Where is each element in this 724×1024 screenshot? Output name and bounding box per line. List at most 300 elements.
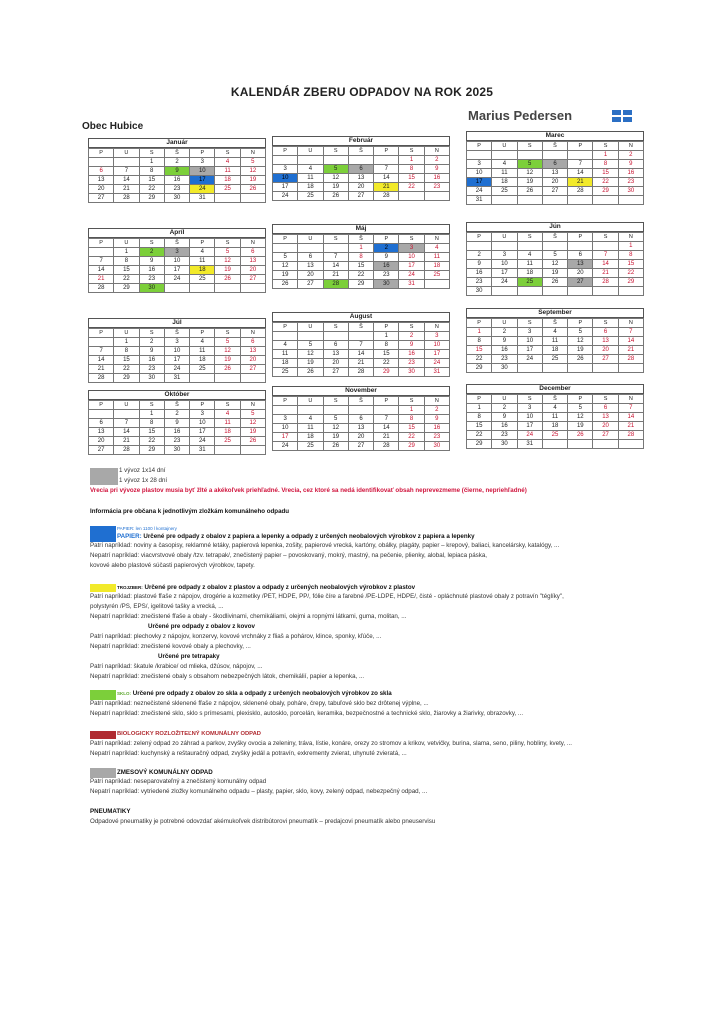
day-cell: 7: [619, 404, 644, 413]
month-name: Apríl: [88, 228, 266, 238]
day-cell: 9: [165, 167, 190, 176]
day-cell: 15: [374, 350, 399, 359]
day-cell: 13: [241, 347, 266, 356]
bio-no: Nepatrí napríklad: kuchynský a reštauračný odpad, zvyšky jedál a potravín, exkrementy zvierat, uhynuté zvieratá, ...: [90, 750, 407, 757]
day-cell: 10: [165, 347, 190, 356]
day-cell: 29: [619, 278, 644, 287]
day-cell: 4: [190, 248, 215, 257]
empty-cell: [425, 192, 450, 201]
plastic-yes-2: polystyrén /PS, EPS/, igelitové tašky a vrecká, ...: [90, 603, 224, 610]
mixed-swatch: [90, 768, 116, 778]
empty-cell: [241, 446, 266, 455]
day-cell: 15: [114, 266, 139, 275]
day-cell: 3: [399, 244, 424, 253]
day-cell: 17: [190, 176, 215, 185]
empty-cell: [399, 192, 424, 201]
day-cell: 10: [190, 419, 215, 428]
day-cell: 8: [593, 160, 618, 169]
day-cell: 9: [492, 413, 517, 422]
legend-gray-28: 1 vývoz 1x 28 dní: [119, 477, 168, 484]
day-cell: 31: [518, 440, 543, 449]
tires-title: PNEUMATIKY: [90, 808, 131, 815]
day-cell: 13: [89, 176, 114, 185]
day-cell: 3: [467, 160, 492, 169]
day-cell: 24: [165, 365, 190, 374]
day-cell: 10: [399, 253, 424, 262]
month-grid: [272, 322, 450, 377]
empty-cell: [619, 364, 644, 373]
day-cell: 8: [619, 251, 644, 260]
day-cell: 1: [114, 248, 139, 257]
day-cell: 10: [273, 174, 298, 183]
month-name: September: [466, 308, 644, 318]
day-header: S: [518, 142, 543, 151]
day-cell: 26: [215, 365, 240, 374]
day-cell: 2: [425, 156, 450, 165]
day-cell: 6: [543, 160, 568, 169]
day-header: S: [324, 147, 349, 156]
day-cell: 14: [89, 266, 114, 275]
day-header: Š: [543, 319, 568, 328]
day-cell: 14: [593, 260, 618, 269]
month-grid: [466, 318, 644, 373]
day-cell: 12: [273, 262, 298, 271]
month-grid: [88, 328, 266, 383]
day-cell: 4: [215, 410, 240, 419]
day-cell: 1: [467, 404, 492, 413]
day-cell: 23: [425, 433, 450, 442]
empty-cell: [518, 151, 543, 160]
empty-cell: [114, 410, 139, 419]
day-cell: 12: [241, 167, 266, 176]
day-header: S: [324, 397, 349, 406]
month-name: Február: [272, 136, 450, 146]
day-cell: 24: [518, 431, 543, 440]
day-header: Š: [165, 329, 190, 338]
month-11: [466, 384, 644, 449]
day-cell: 18: [518, 269, 543, 278]
month-4: [272, 224, 450, 289]
day-cell: 14: [349, 350, 374, 359]
day-cell: 23: [374, 271, 399, 280]
day-header: N: [425, 323, 450, 332]
day-header: P: [89, 239, 114, 248]
empty-cell: [543, 151, 568, 160]
empty-cell: [568, 364, 593, 373]
day-cell: 17: [165, 356, 190, 365]
day-cell: 25: [190, 365, 215, 374]
day-cell: 19: [241, 428, 266, 437]
day-cell: 23: [425, 183, 450, 192]
day-header: P: [467, 319, 492, 328]
day-cell: 17: [425, 350, 450, 359]
day-header: P: [568, 319, 593, 328]
day-cell: 4: [518, 251, 543, 260]
day-cell: 3: [425, 332, 450, 341]
day-cell: 26: [543, 278, 568, 287]
empty-cell: [619, 196, 644, 205]
day-cell: 28: [89, 374, 114, 383]
tetra-no: Nepatrí napríklad: znečistené obaly s obsahom nebezpečných látok, chemikálií, papier a lepenka, ...: [90, 673, 365, 680]
day-cell: 28: [374, 442, 399, 451]
empty-cell: [467, 151, 492, 160]
day-cell: 15: [619, 260, 644, 269]
glass-no: Nepatrí napríklad: znečistené sklo, sklo s prímesami, plexisklo, autosklo, porcelán, keramika, bezpečnostné a technické sklo, žiarovky a žiarivky, obrazovky, ...: [90, 710, 524, 717]
day-header: S: [140, 149, 165, 158]
day-header: S: [593, 142, 618, 151]
day-cell: 15: [140, 176, 165, 185]
day-cell: 2: [140, 338, 165, 347]
day-cell: 16: [165, 176, 190, 185]
day-header: U: [492, 319, 517, 328]
day-cell: 5: [324, 165, 349, 174]
day-header: N: [619, 395, 644, 404]
day-cell: 24: [190, 437, 215, 446]
day-header: Š: [165, 239, 190, 248]
day-cell: 5: [215, 338, 240, 347]
day-cell: 19: [241, 176, 266, 185]
empty-cell: [619, 440, 644, 449]
day-cell: 16: [399, 350, 424, 359]
day-cell: 30: [492, 364, 517, 373]
month-9: [88, 390, 266, 455]
bio-swatch: [90, 731, 116, 739]
day-cell: 26: [215, 275, 240, 284]
day-cell: 13: [568, 260, 593, 269]
day-cell: 10: [467, 169, 492, 178]
empty-cell: [89, 410, 114, 419]
day-cell: 31: [425, 368, 450, 377]
day-header: P: [467, 142, 492, 151]
day-cell: 25: [215, 437, 240, 446]
day-cell: 12: [543, 260, 568, 269]
day-cell: 10: [425, 341, 450, 350]
month-grid: [272, 234, 450, 289]
day-cell: 3: [190, 410, 215, 419]
day-cell: 19: [568, 422, 593, 431]
day-cell: 26: [518, 187, 543, 196]
day-cell: 19: [324, 183, 349, 192]
day-cell: 28: [374, 192, 399, 201]
empty-cell: [89, 338, 114, 347]
day-cell: 6: [298, 253, 323, 262]
day-cell: 4: [543, 404, 568, 413]
day-cell: 14: [568, 169, 593, 178]
day-cell: 7: [89, 257, 114, 266]
day-cell: 4: [298, 415, 323, 424]
day-header: N: [619, 319, 644, 328]
day-cell: 17: [190, 428, 215, 437]
month-name: Jún: [466, 222, 644, 232]
day-cell: 22: [593, 178, 618, 187]
day-cell: 7: [114, 167, 139, 176]
day-cell: 14: [619, 337, 644, 346]
day-cell: 6: [89, 167, 114, 176]
day-cell: 30: [425, 442, 450, 451]
day-header: N: [619, 142, 644, 151]
month-grid: [466, 394, 644, 449]
day-cell: 13: [324, 350, 349, 359]
empty-cell: [568, 151, 593, 160]
month-grid: [88, 148, 266, 203]
day-cell: 30: [619, 187, 644, 196]
month-grid: [88, 400, 266, 455]
day-cell: 20: [543, 178, 568, 187]
day-cell: 27: [593, 355, 618, 364]
empty-cell: [190, 284, 215, 293]
paper-swatch: [90, 526, 116, 542]
day-cell: 12: [298, 350, 323, 359]
day-header: U: [114, 239, 139, 248]
day-header: S: [140, 401, 165, 410]
day-header: P: [568, 142, 593, 151]
day-cell: 10: [518, 337, 543, 346]
day-header: S: [215, 149, 240, 158]
day-cell: 7: [593, 251, 618, 260]
day-cell: 19: [543, 269, 568, 278]
day-cell: 1: [619, 242, 644, 251]
day-cell: 5: [273, 253, 298, 262]
empty-cell: [543, 364, 568, 373]
mixed-no: Nepatrí napríklad: vytriedené zložky komunálneho odpadu – plasty, papier, sklo, kovy, zelený odpad, nebezpečný odpad, ...: [90, 788, 428, 795]
day-header: S: [593, 233, 618, 242]
day-cell: 16: [165, 428, 190, 437]
day-cell: 27: [89, 446, 114, 455]
day-cell: 7: [374, 415, 399, 424]
day-cell: 29: [399, 442, 424, 451]
day-cell: 28: [568, 187, 593, 196]
month-6: [88, 318, 266, 383]
day-cell: 20: [241, 266, 266, 275]
day-cell: 17: [273, 183, 298, 192]
day-cell: 27: [241, 275, 266, 284]
day-cell: 6: [89, 419, 114, 428]
day-header: N: [241, 239, 266, 248]
day-cell: 11: [215, 167, 240, 176]
empty-cell: [593, 196, 618, 205]
day-cell: 22: [140, 185, 165, 194]
day-cell: 20: [593, 346, 618, 355]
day-cell: 22: [467, 355, 492, 364]
day-cell: 20: [349, 183, 374, 192]
day-cell: 12: [215, 347, 240, 356]
empty-cell: [543, 196, 568, 205]
day-cell: 2: [165, 158, 190, 167]
day-cell: 27: [89, 194, 114, 203]
day-cell: 9: [374, 253, 399, 262]
day-cell: 22: [374, 359, 399, 368]
bio-yes: Patrí napríklad: zelený odpad zo záhrad a parkov, zvyšky ovocia a zeleniny, tráva, lístie, konáre, orezy zo stromov a krikov, vetvičky, burina, slama, seno, piliny, hobliny, kvety, ...: [90, 740, 573, 747]
month-grid: [466, 232, 644, 296]
month-name: December: [466, 384, 644, 394]
day-cell: 27: [593, 431, 618, 440]
day-cell: 20: [89, 437, 114, 446]
day-cell: 21: [114, 437, 139, 446]
day-cell: 19: [568, 346, 593, 355]
day-header: S: [215, 329, 240, 338]
day-cell: 6: [593, 328, 618, 337]
day-cell: 8: [140, 419, 165, 428]
day-cell: 12: [324, 174, 349, 183]
empty-cell: [619, 287, 644, 296]
day-cell: 14: [324, 262, 349, 271]
day-header: P: [89, 329, 114, 338]
day-cell: 27: [324, 368, 349, 377]
day-cell: 7: [89, 347, 114, 356]
day-cell: 31: [165, 374, 190, 383]
day-cell: 2: [492, 404, 517, 413]
day-cell: 4: [190, 338, 215, 347]
day-header: P: [467, 395, 492, 404]
day-header: P: [568, 233, 593, 242]
day-header: Š: [543, 233, 568, 242]
day-cell: 17: [492, 269, 517, 278]
day-cell: 18: [425, 262, 450, 271]
day-cell: 9: [425, 165, 450, 174]
day-cell: 30: [165, 446, 190, 455]
empty-cell: [518, 287, 543, 296]
day-header: P: [190, 401, 215, 410]
day-cell: 3: [518, 404, 543, 413]
day-cell: 29: [374, 368, 399, 377]
empty-cell: [593, 287, 618, 296]
day-cell: 27: [568, 278, 593, 287]
day-header: S: [518, 319, 543, 328]
day-header: S: [140, 239, 165, 248]
day-cell: 13: [593, 337, 618, 346]
day-header: P: [273, 397, 298, 406]
day-cell: 15: [467, 422, 492, 431]
day-cell: 21: [619, 422, 644, 431]
day-cell: 22: [140, 437, 165, 446]
day-header: P: [89, 401, 114, 410]
day-cell: 30: [467, 287, 492, 296]
month-8: [466, 308, 644, 373]
day-cell: 25: [425, 271, 450, 280]
month-name: Január: [88, 138, 266, 148]
day-cell: 1: [114, 338, 139, 347]
day-cell: 7: [619, 328, 644, 337]
day-cell: 18: [298, 433, 323, 442]
empty-cell: [324, 406, 349, 415]
empty-cell: [324, 244, 349, 253]
day-header: P: [374, 323, 399, 332]
day-cell: 2: [492, 328, 517, 337]
tires-text: Odpadové pneumatiky je potrebné odovzdať akémukoľvek distribútorovi pneumatík – predajcovi pneumatík alebo pneuservisu: [90, 818, 436, 825]
day-cell: 17: [399, 262, 424, 271]
day-cell: 14: [114, 176, 139, 185]
day-header: P: [89, 149, 114, 158]
day-cell: 29: [467, 440, 492, 449]
day-cell: 6: [568, 251, 593, 260]
day-cell: 10: [492, 260, 517, 269]
day-cell: 2: [619, 151, 644, 160]
day-cell: 8: [114, 257, 139, 266]
paper-yes: Patrí napríklad: noviny a časopisy, reklamné letáky, papierová lepenka, zošity, papierové vrecká, kartóny, obálky, plagáty, papier – krepový, baliaci, kancelársky, katalógy, ...: [90, 542, 560, 549]
day-cell: 23: [619, 178, 644, 187]
day-cell: 18: [543, 346, 568, 355]
day-cell: 27: [298, 280, 323, 289]
day-cell: 25: [190, 275, 215, 284]
day-cell: 23: [140, 365, 165, 374]
day-header: U: [492, 233, 517, 242]
legend-gray-swatch: [90, 468, 118, 485]
day-cell: 30: [374, 280, 399, 289]
day-cell: 11: [298, 174, 323, 183]
day-cell: 23: [492, 355, 517, 364]
day-cell: 21: [324, 271, 349, 280]
brand-name: Marius Pedersen: [468, 108, 573, 123]
day-cell: 19: [298, 359, 323, 368]
day-cell: 26: [241, 185, 266, 194]
day-cell: 9: [467, 260, 492, 269]
day-cell: 16: [140, 356, 165, 365]
day-header: S: [399, 147, 424, 156]
empty-cell: [492, 242, 517, 251]
day-cell: 5: [568, 328, 593, 337]
empty-cell: [593, 364, 618, 373]
day-cell: 17: [273, 433, 298, 442]
day-cell: 17: [165, 266, 190, 275]
day-cell: 8: [467, 413, 492, 422]
day-header: Š: [349, 147, 374, 156]
day-cell: 12: [241, 419, 266, 428]
brand-logo-icon: [612, 110, 632, 122]
day-cell: 25: [298, 192, 323, 201]
day-cell: 30: [140, 374, 165, 383]
day-cell: 26: [324, 442, 349, 451]
day-cell: 12: [215, 257, 240, 266]
day-cell: 21: [349, 359, 374, 368]
empty-cell: [349, 332, 374, 341]
day-cell: 5: [568, 404, 593, 413]
day-cell: 3: [518, 328, 543, 337]
day-header: Š: [165, 149, 190, 158]
day-cell: 11: [215, 419, 240, 428]
month-name: Júl: [88, 318, 266, 328]
empty-cell: [518, 196, 543, 205]
month-1: [272, 136, 450, 201]
day-cell: 26: [568, 355, 593, 364]
day-cell: 29: [140, 446, 165, 455]
day-cell: 11: [190, 257, 215, 266]
day-header: Š: [543, 142, 568, 151]
empty-cell: [492, 287, 517, 296]
empty-cell: [324, 332, 349, 341]
plastic-title: TROJZBER: Určené pre odpady z obalov z plastov a odpady z určených neobalových výrobkov z plastov: [117, 584, 416, 591]
day-header: P: [190, 329, 215, 338]
day-header: P: [190, 239, 215, 248]
empty-cell: [543, 287, 568, 296]
paper-no-2: kovové alebo plastové súčasti papierových výrobkov, tapety.: [90, 562, 255, 569]
day-cell: 27: [543, 187, 568, 196]
legend-gray-14: 1 vývoz 1x14 dní: [119, 467, 166, 474]
month-name: Marec: [466, 131, 644, 141]
day-cell: 1: [140, 158, 165, 167]
empty-cell: [543, 440, 568, 449]
day-cell: 28: [619, 431, 644, 440]
day-cell: 11: [518, 260, 543, 269]
month-grid: [88, 238, 266, 293]
day-cell: 7: [568, 160, 593, 169]
day-cell: 15: [114, 356, 139, 365]
day-cell: 8: [374, 341, 399, 350]
day-cell: 26: [298, 368, 323, 377]
day-cell: 22: [619, 269, 644, 278]
day-cell: 9: [399, 341, 424, 350]
day-cell: 31: [399, 280, 424, 289]
day-cell: 20: [324, 359, 349, 368]
